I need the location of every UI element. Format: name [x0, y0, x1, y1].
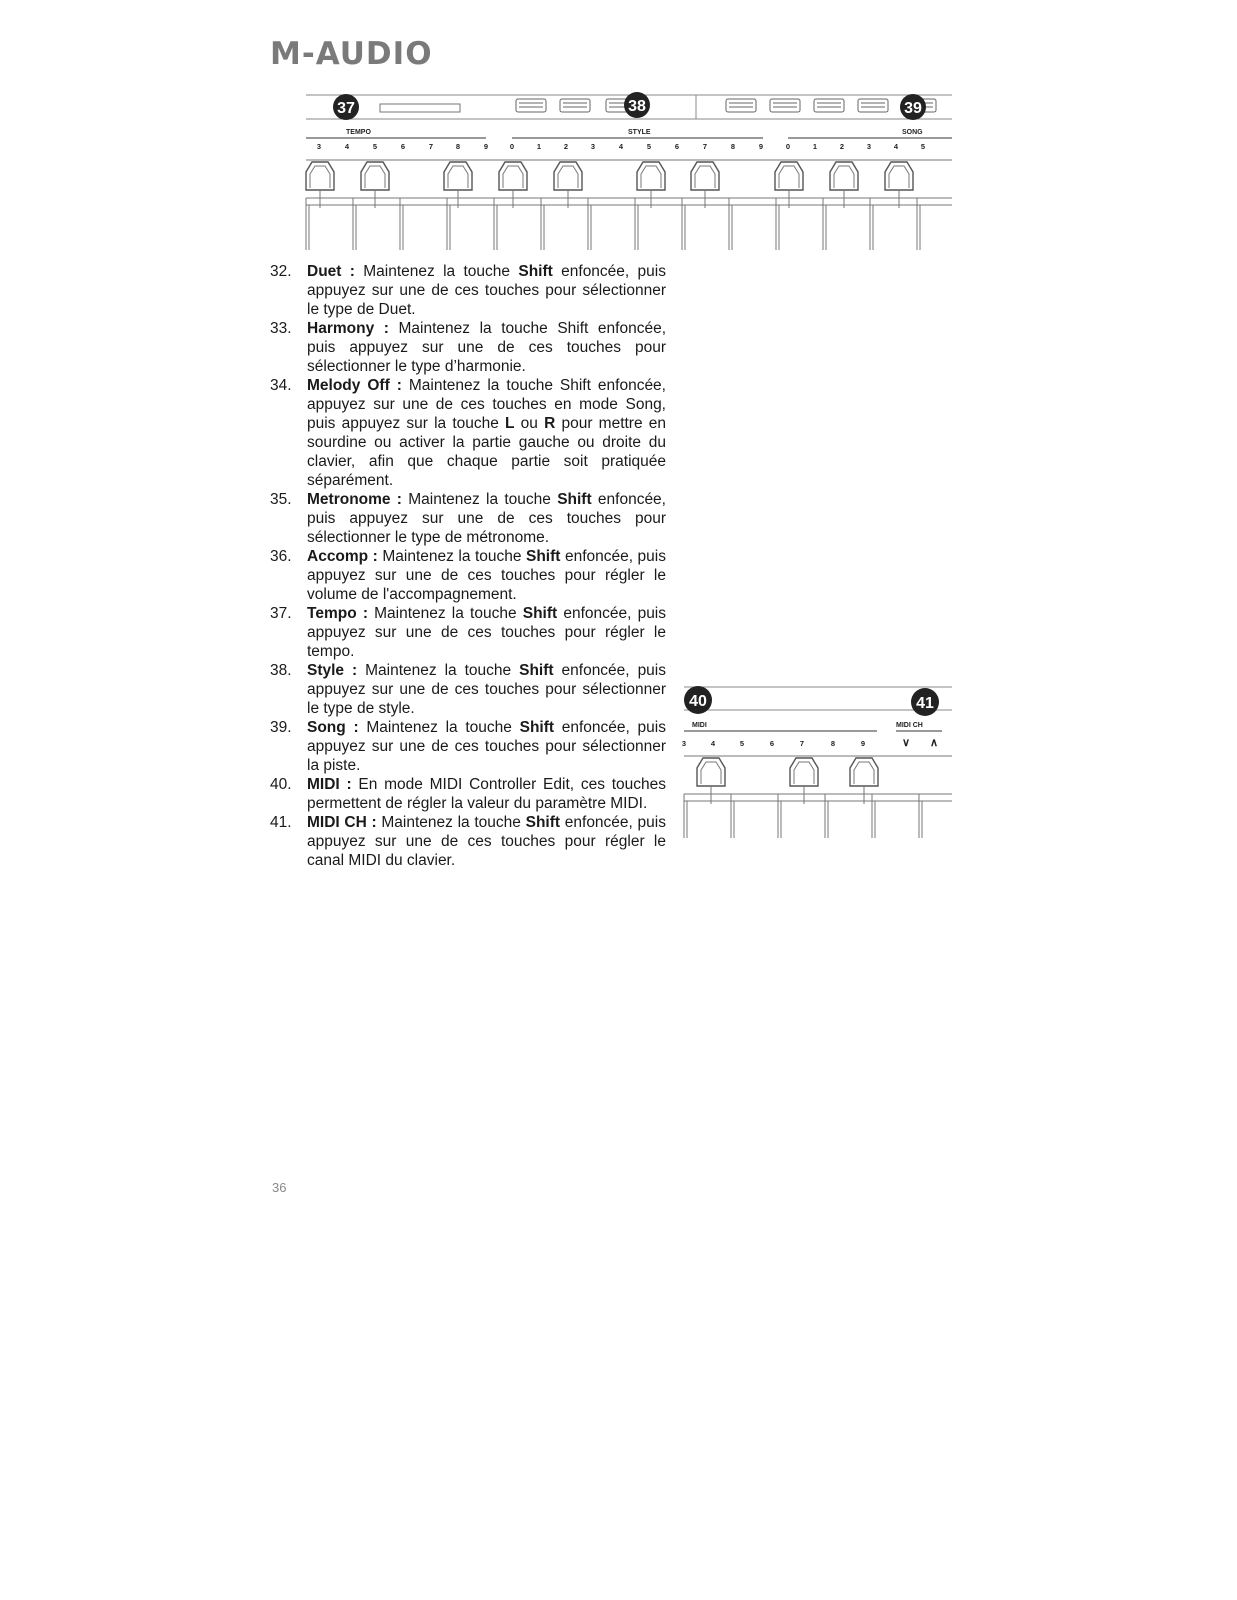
white-key	[776, 198, 779, 250]
key-number: 7	[799, 739, 805, 748]
white-key	[588, 198, 591, 250]
list-item: 37. Tempo : Maintenez la touche Shift enfoncée, puis appuyez sur une de ces touches pour régler le tempo.	[270, 605, 667, 660]
group-label-song: SONG	[902, 129, 923, 136]
black-key	[775, 162, 803, 208]
group-label-tempo: TEMPO	[346, 129, 371, 136]
white-key	[823, 198, 826, 250]
key-number: 8	[455, 142, 461, 151]
keyboard-illustration-top	[306, 92, 952, 257]
black-key	[444, 162, 472, 208]
keyboard-figure-midi	[681, 686, 952, 854]
key-number: 6	[769, 739, 775, 748]
panel-button	[560, 99, 590, 112]
group-label-midi-ch: MIDI CH	[896, 722, 923, 729]
key-number: 4	[618, 142, 624, 151]
white-key	[306, 198, 309, 250]
keyboard-illustration-bottom	[681, 686, 952, 854]
key-number: 3	[866, 142, 872, 151]
key-number: 4	[893, 142, 899, 151]
white-key	[682, 198, 685, 250]
key-number: 1	[812, 142, 818, 151]
black-key	[790, 758, 818, 804]
key-number: 3	[681, 739, 687, 748]
callout-badge-39: 39	[904, 100, 922, 117]
white-key	[447, 198, 450, 250]
black-key	[691, 162, 719, 208]
white-key	[635, 198, 638, 250]
white-key	[870, 198, 873, 250]
key-number: 6	[400, 142, 406, 151]
list-item: 38. Style : Maintenez la touche Shift enfoncée, puis appuyez sur une de ces touches pour sélectionner le type de style.	[270, 662, 666, 717]
panel-button	[858, 99, 888, 112]
list-item: 36. Accomp : Maintenez la touche Shift enfoncée, puis appuyez sur une de ces touches pour régler le volume de l'accompagnement.	[270, 548, 666, 603]
key-number: 4	[344, 142, 350, 151]
list-item: 32. Duet : Maintenez la touche Shift enfoncée, puis appuyez sur une de ces touches pour sélectionner le type de Duet.	[270, 263, 666, 318]
black-key	[306, 162, 334, 208]
black-key	[554, 162, 582, 208]
white-key	[729, 198, 732, 250]
list-item: 39. Song : Maintenez la touche Shift enfoncée, puis appuyez sur une de ces touches pour sélectionner la piste.	[270, 719, 666, 774]
brand-logo: M-AUDIO	[270, 36, 433, 72]
key-number: 6	[674, 142, 680, 151]
key-number: 8	[830, 739, 836, 748]
black-key	[637, 162, 665, 208]
white-key	[400, 198, 403, 250]
key-number: 2	[839, 142, 845, 151]
black-key	[830, 162, 858, 208]
key-number: 4	[710, 739, 716, 748]
panel-button	[814, 99, 844, 112]
midi-ch-down-icon: ∨	[901, 737, 911, 749]
list-item: 33. Harmony : Maintenez la touche Shift enfoncée, puis appuyez sur une de ces touches pour sélectionner le type d’harmonie.	[270, 320, 666, 375]
panel-button	[726, 99, 756, 112]
key-number: 2	[563, 142, 569, 151]
keyboard-figure-tempo-style-song	[306, 92, 952, 257]
list-item: 35. Metronome : Maintenez la touche Shift enfoncée, puis appuyez sur une de ces touches pour sélectionner le type de métronome.	[270, 491, 666, 546]
key-number: 9	[860, 739, 866, 748]
callout-badge-41: 41	[916, 695, 934, 712]
list-item: 41. MIDI CH : Maintenez la touche Shift enfoncée, puis appuyez sur une de ces touches pour régler le canal MIDI du clavier.	[270, 814, 666, 869]
callout-badge-37: 37	[337, 100, 355, 117]
black-key	[499, 162, 527, 208]
key-number: 7	[428, 142, 434, 151]
black-key	[850, 758, 878, 804]
group-label-midi: MIDI	[692, 722, 707, 729]
group-label-style: STYLE	[628, 129, 651, 136]
key-number: 5	[646, 142, 652, 151]
key-number: 7	[702, 142, 708, 151]
key-number: 3	[316, 142, 322, 151]
white-key	[917, 198, 920, 250]
key-number: 9	[758, 142, 764, 151]
key-number: 8	[730, 142, 736, 151]
key-number: 5	[920, 142, 926, 151]
key-number: 0	[785, 142, 791, 151]
white-key	[541, 198, 544, 250]
key-number: 5	[739, 739, 745, 748]
key-number: 5	[372, 142, 378, 151]
page-number: 36	[272, 1180, 287, 1195]
key-number: 1	[536, 142, 542, 151]
black-key	[885, 162, 913, 208]
white-key	[353, 198, 356, 250]
white-key	[494, 198, 497, 250]
panel-button	[770, 99, 800, 112]
callout-badge-38: 38	[628, 98, 646, 115]
key-number: 3	[590, 142, 596, 151]
black-key	[697, 758, 725, 804]
function-description-list	[270, 262, 666, 870]
midi-ch-up-icon: ∧	[929, 737, 939, 749]
key-number: 9	[483, 142, 489, 151]
panel-button	[516, 99, 546, 112]
callout-badge-40: 40	[689, 693, 707, 710]
key-number: 0	[509, 142, 515, 151]
list-item: 34. Melody Off : Maintenez la touche Shift enfoncée, appuyez sur une de ces touches en mode Song, puis appuyez sur la touche L ou R pour mettre en sourdine ou activer la partie gauche ou droite du clavier, afin que chaque partie soit pratiquée séparément.	[270, 377, 667, 489]
black-key	[361, 162, 389, 208]
list-item: 40. MIDI : En mode MIDI Controller Edit, ces touches permettent de régler la valeur du paramètre MIDI.	[270, 776, 666, 812]
